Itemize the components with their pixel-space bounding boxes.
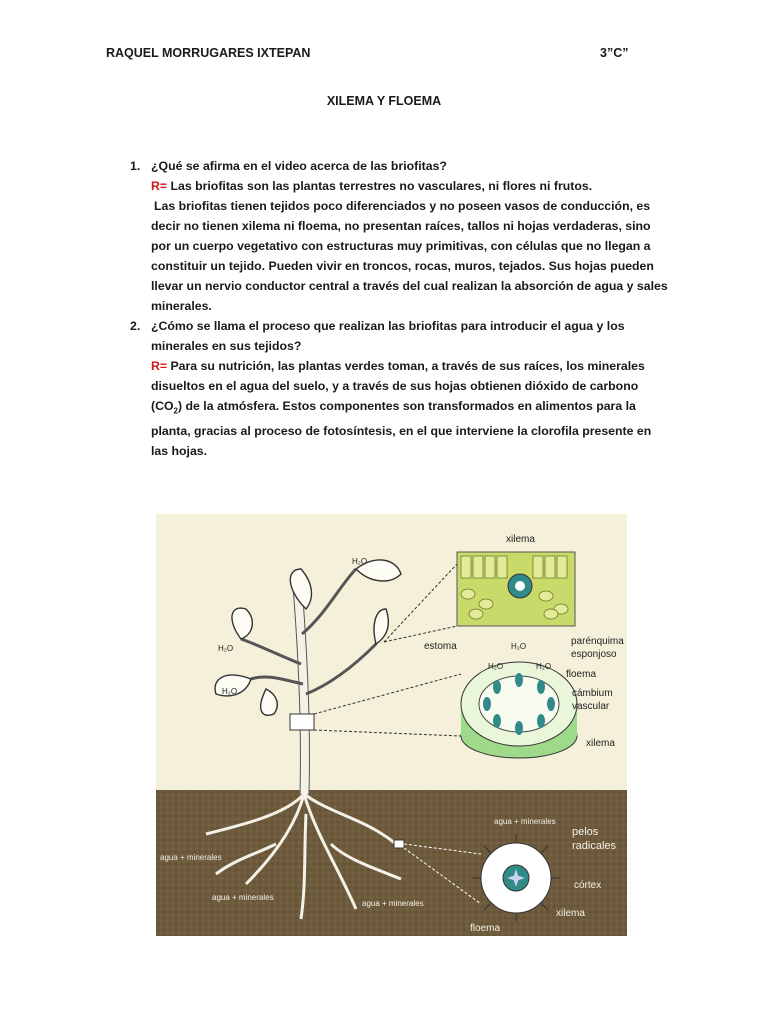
label-agua-right: agua + minerales (362, 899, 424, 908)
label-xilema-top: xilema (506, 534, 535, 545)
label-cortex: córtex (574, 880, 602, 891)
label-pelos-1: pelos (572, 826, 599, 838)
answer-prefix: R= (151, 179, 168, 193)
answer-first-line: Las briofitas son las plantas terrestres no vasculares, ni flores ni frutos. (170, 179, 593, 193)
grade-label: 3”C” (600, 46, 629, 60)
question-text: ¿Cómo se llama el proceso que realizan las briofitas para introducir el agua y los minerales en sus tejidos? (151, 319, 625, 353)
label-parenquima-1: parénquima (571, 636, 624, 647)
question-number: 2. (130, 319, 141, 333)
label-floema-stem: floema (566, 669, 597, 680)
leaf-tissue-inset (457, 552, 575, 626)
question-1 (130, 156, 670, 316)
label-agua-bottom: agua + minerales (212, 893, 274, 902)
stem-section-marker (290, 714, 314, 730)
plant-transport-diagram (156, 514, 627, 936)
label-cambium-2: vascular (572, 701, 610, 712)
label-parenquima-2: esponjoso (571, 649, 617, 660)
question-number: 1. (130, 159, 141, 173)
answer-prefix: R= (151, 359, 168, 373)
label-h2o-leaf-top: H₂O (352, 557, 368, 566)
label-h2o-stem-left: H₂O (488, 662, 504, 671)
answer-subscript: 2 (173, 406, 178, 416)
label-agua-root: agua + minerales (494, 817, 556, 826)
question-text: ¿Qué se afirma en el video acerca de las briofitas? (151, 159, 447, 173)
label-estoma: estoma (424, 641, 457, 652)
author-name: RAQUEL MORRUGARES IXTEPAN (106, 46, 311, 60)
label-h2o-leaf-bottom: H₂O (222, 687, 238, 696)
label-h2o-leaf-left: H₂O (218, 644, 234, 653)
label-xilema-root: xilema (556, 908, 585, 919)
label-h2o-leaf: H₂O (511, 642, 527, 651)
answer-text-b: ) de la atmósfera. Estos componentes son transformados en alimentos para la planta, gracias al proceso de fotosíntesis, en el que interviene la clorofila presente en las hojas. (151, 399, 652, 459)
label-h2o-stem-right: H₂O (536, 662, 552, 671)
label-agua-left: agua + minerales (160, 853, 222, 862)
plant-illustration (156, 514, 627, 936)
label-xilema-stem: xilema (586, 738, 615, 749)
root-section-marker (394, 840, 404, 848)
label-cambium-1: cámbium (572, 688, 613, 699)
question-2 (130, 316, 670, 461)
document-title: XILEMA Y FLOEMA (326, 94, 442, 108)
answer-text-a: Para su nutrición, las plantas verdes toman, a través de sus raíces, los minerales disueltos en el agua del suelo, y a través de sus hojas obtienen dióxido de carbono (CO (151, 359, 645, 413)
label-floema-root: floema (470, 923, 501, 934)
root-cross-section (472, 834, 560, 922)
label-pelos-2: radicales (572, 840, 617, 852)
answer-paragraph: Las briofitas tienen tejidos poco diferenciados y no poseen vasos de conducción, es decir no tienen xilema ni floema, no presentan raíces, tallos ni hojas verdaderas, sino por un cuerpo vegetativo con estructuras muy primitivas, con células que no llegan a constituir un tejido. Pueden vivir en troncos, rocas, muros, tejados. Sus hojas pueden llevar un nervio conductor central a través del cual realizan la absorción de agua y sales minerales. (151, 199, 668, 313)
stem-cross-section (461, 662, 577, 758)
